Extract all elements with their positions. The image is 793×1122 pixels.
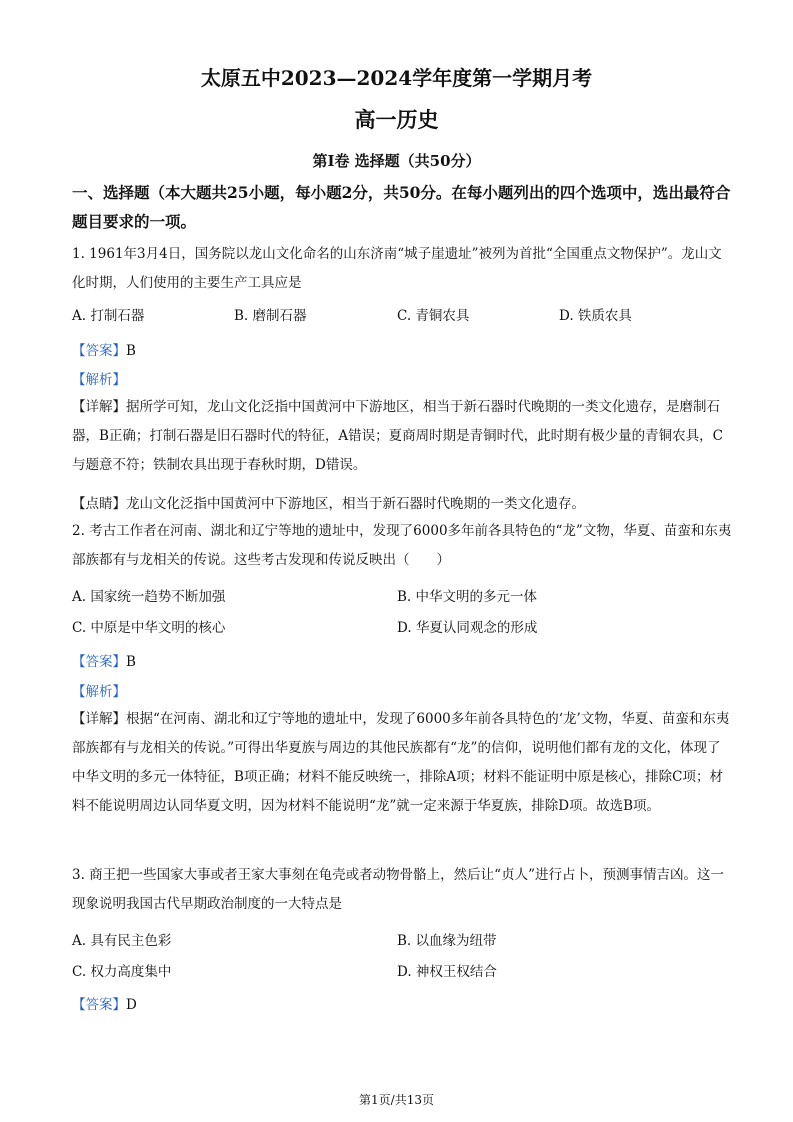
question-3-option-c: C. 权力高度集中	[72, 964, 172, 980]
question-2-answer	[72, 650, 136, 670]
answer-value: B	[126, 654, 136, 670]
question-1-note	[72, 492, 585, 512]
question-2-stem: 2. 考古工作者在河南、湖北和辽宁等地的遗址中，发现了6000多年前各具特色的“龙”文物，华夏、苗蛮和东夷部族都有与龙相关的传说。这些考古发现和传说反映出（ ）	[72, 523, 732, 568]
note-label: 【点睛】	[72, 496, 126, 512]
analysis-label: 【解析】	[72, 684, 126, 700]
answer-label: 【答案】	[72, 997, 126, 1013]
analysis-label: 【解析】	[72, 372, 126, 388]
section-heading: 一、选择题（本大题共25小题，每小题2分，共50分。在每小题列出的四个选项中，选出最符合题目要求的一项。	[72, 183, 731, 231]
note-text: 龙山文化泛指中国黄河中下游地区，相当于新石器时代晚期的一类文化遗存。	[126, 496, 585, 512]
question-3-option-d: D. 神权王权结合	[397, 964, 497, 980]
question-1-option-b: B. 磨制石器	[234, 308, 307, 324]
detail-label: 【详解】	[72, 711, 126, 727]
answer-label: 【答案】	[72, 654, 126, 670]
exam-part-title: 第Ⅰ卷 选择题（共50分）	[312, 152, 481, 170]
question-1-stem: 1. 1961年3月4日，国务院以龙山文化命名的山东济南“城子崖遗址”被列为首批“全国重点文物保护”。龙山文化时期，人们使用的主要生产工具应是	[72, 246, 722, 291]
question-3-option-b: B. 以血缘为纽带	[397, 933, 497, 949]
question-1-detail	[72, 393, 732, 480]
question-1-analysis-label	[72, 368, 126, 388]
question-1-option-a: A. 打制石器	[72, 308, 145, 324]
question-1-option-d: D. 铁质农具	[559, 308, 632, 324]
answer-label: 【答案】	[72, 343, 126, 359]
question-3-stem: 3. 商王把一些国家大事或者王家大事刻在龟壳或者动物骨骼上，然后让“贞人”进行占卜，预测事情吉凶。这一现象说明我国古代早期政治制度的一大特点是	[72, 867, 724, 912]
question-2-option-a: A. 国家统一趋势不断加强	[72, 589, 226, 605]
question-1-option-c: C. 青铜农具	[397, 308, 470, 324]
question-3-option-a: A. 具有民主色彩	[72, 933, 172, 949]
question-2-option-d: D. 华夏认同观念的形成	[397, 620, 538, 636]
exam-subject: 高一历史	[354, 107, 439, 132]
page-footer: 第1页/共13页	[359, 1093, 434, 1107]
question-2-detail	[72, 705, 732, 821]
question-2-option-c: C. 中原是中华文明的核心	[72, 620, 226, 636]
detail-text: 据所学可知，龙山文化泛指中国黄河中下游地区，相当于新石器时代晚期的一类文化遗存，是磨制石器，B正确；打制石器是旧石器时代的特征，A错误；夏商周时期是青铜时代，此时期有极少量的青铜农具，C与题意不符；铁制农具出现于春秋时期，D错误。	[72, 399, 723, 473]
answer-value: D	[126, 997, 137, 1013]
answer-value: B	[126, 343, 136, 359]
exam-title: 太原五中2023—2024学年度第一学期月考	[200, 66, 593, 90]
question-2-analysis-label	[72, 680, 126, 700]
detail-text: 根据“在河南、湖北和辽宁等地的遗址中，发现了6000多年前各具特色的‘龙’文物，华夏、苗蛮和东夷部族都有与龙相关的传说。”可得出华夏族与周边的其他民族都有“龙”的信仰，说明他们都有龙的文化，体现了中华文明的多元一体特征，B项正确；材料不能反映统一，排除A项；材料不能证明中原是核心，排除C项；材料不能说明周边认同华夏文明，因为材料不能说明“龙”就一定来源于华夏族，排除D项。故选B项。	[72, 711, 730, 814]
detail-label: 【详解】	[72, 399, 126, 415]
question-3-answer	[72, 993, 137, 1013]
question-2-option-b: B. 中华文明的多元一体	[397, 589, 538, 605]
question-1-answer	[72, 339, 136, 359]
